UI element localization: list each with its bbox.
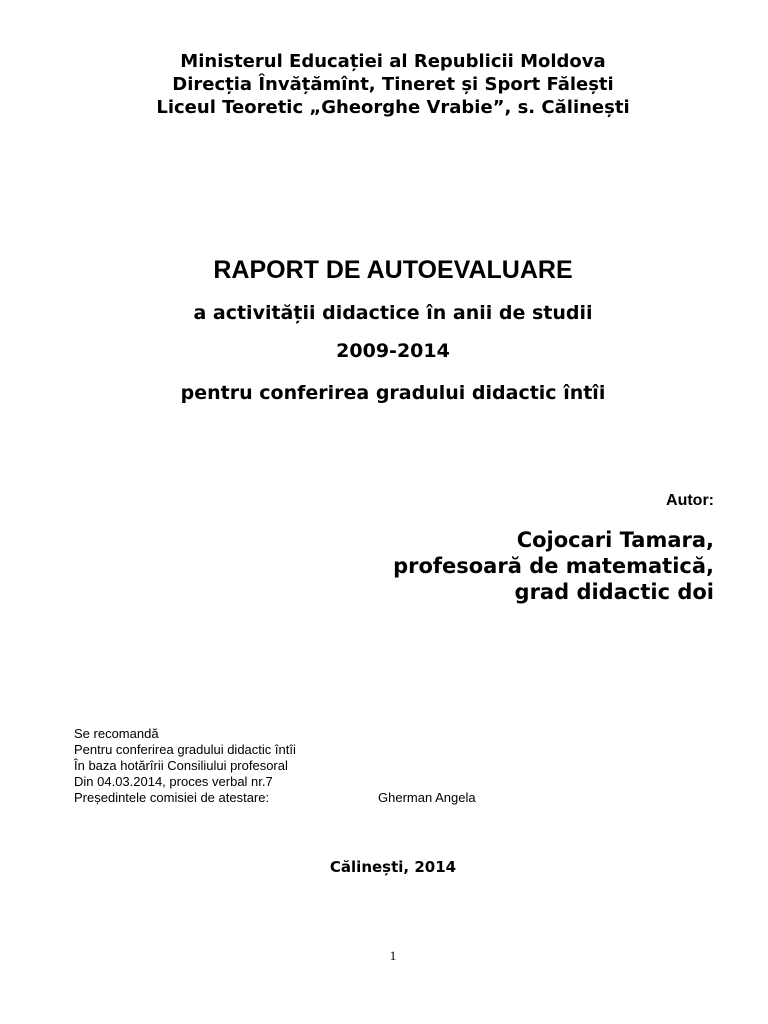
- author-name: Cojocari Tamara,: [516, 528, 714, 552]
- signature-row: [74, 790, 514, 806]
- report-years: 2009-2014: [336, 340, 450, 362]
- page-number: 1: [389, 948, 397, 963]
- commission-president-label: Președintele comisiei de atestare:: [74, 790, 270, 805]
- commission-president-name: Gherman Angela: [378, 790, 476, 805]
- recommendation-line: Din 04.03.2014, proces verbal nr.7: [74, 774, 273, 789]
- report-title: RAPORT DE AUTOEVALUARE: [213, 256, 573, 284]
- place-and-year: Călinești, 2014: [329, 858, 457, 876]
- report-title-block: [0, 252, 768, 406]
- author-block: [393, 527, 714, 605]
- recommendation-line: Se recomandă: [74, 726, 159, 741]
- institution-header: [0, 50, 768, 119]
- recommendation-line: Pentru conferirea gradului didactic întîi: [74, 742, 296, 757]
- author-label: Autor:: [666, 492, 714, 509]
- author-position: profesoară de matematică,: [393, 554, 714, 578]
- report-subtitle: a activității didactice în anii de studii: [193, 302, 593, 324]
- recommendation-line: În baza hotărîrii Consiliului profesoral: [74, 758, 288, 773]
- directorate-line: Direcția Învățămînt, Tineret și Sport Fălești: [172, 74, 614, 95]
- ministry-line: Ministerul Educației al Republicii Moldova: [180, 51, 606, 72]
- author-degree: grad didactic doi: [514, 580, 714, 604]
- recommendation-block: [74, 726, 514, 806]
- report-purpose: pentru conferirea gradului didactic întîi: [180, 382, 606, 404]
- school-line: Liceul Teoretic „Gheorghe Vrabie”, s. Călinești: [156, 97, 630, 118]
